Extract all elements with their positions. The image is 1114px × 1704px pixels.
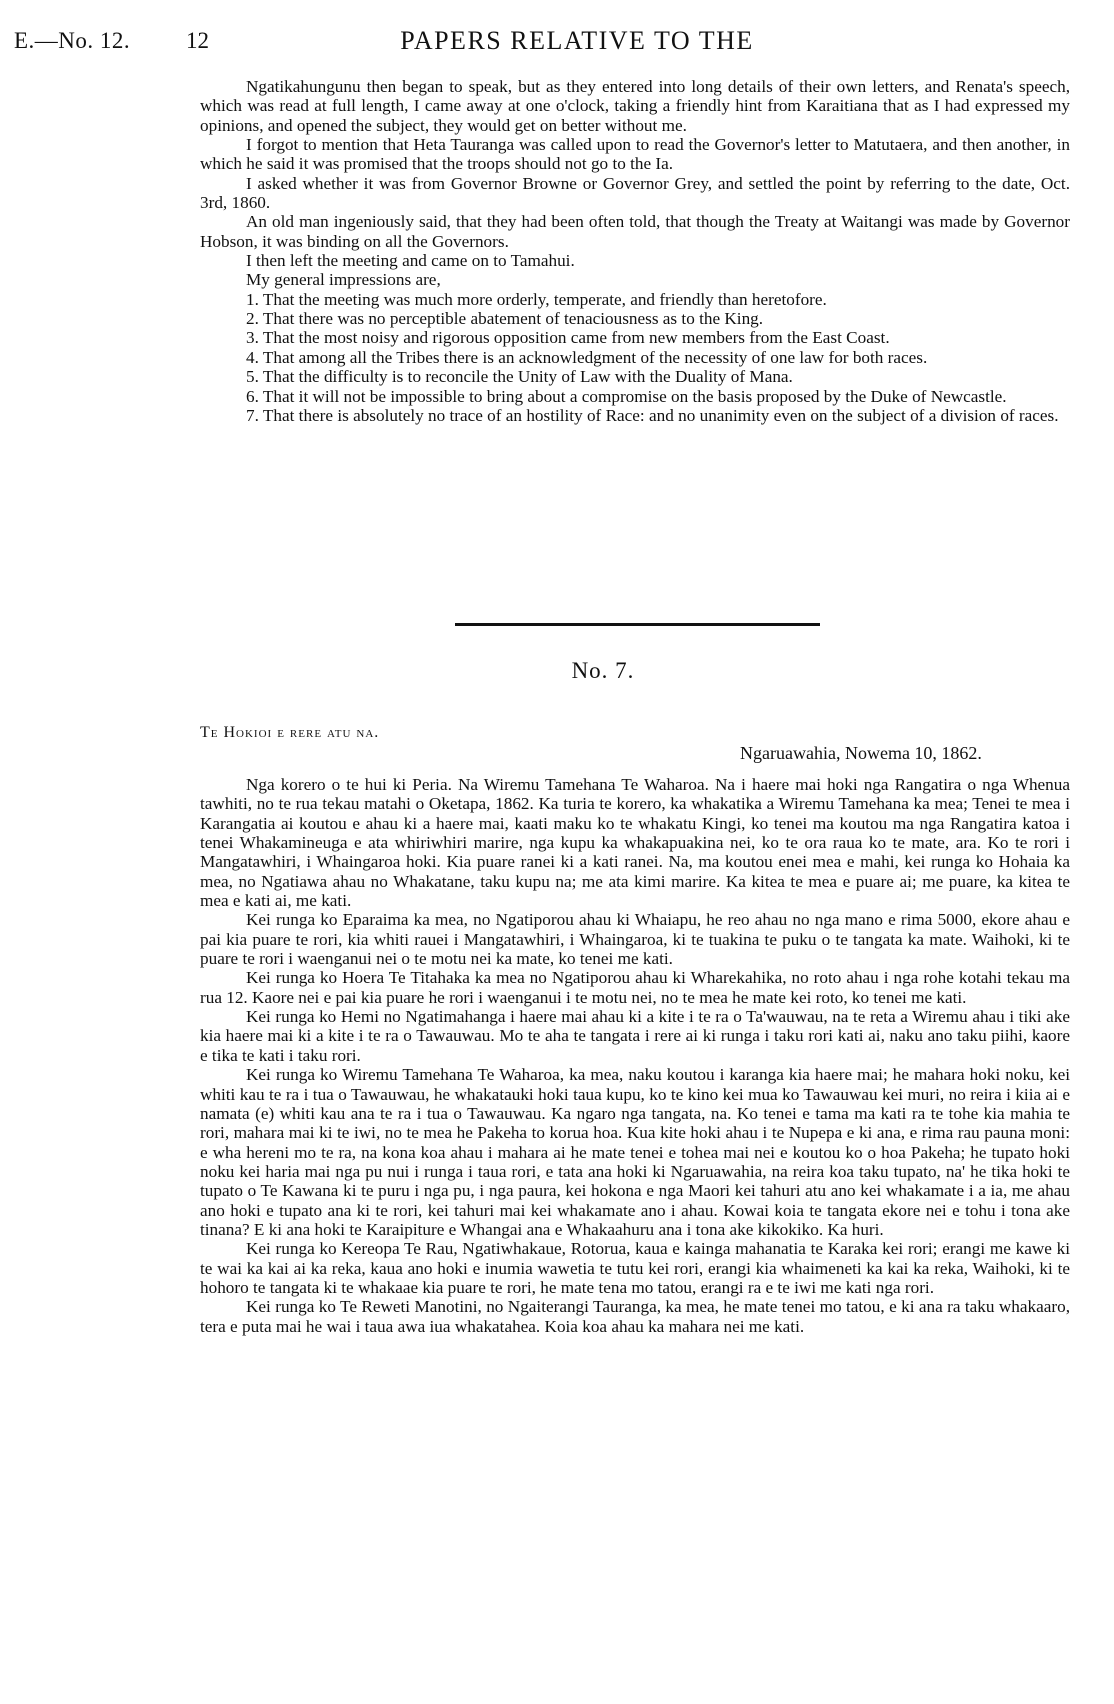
dateline: Ngaruawahia, Nowema 10, 1862.: [740, 743, 982, 763]
running-title: PAPERS RELATIVE TO THE: [400, 26, 754, 55]
section-divider: [455, 623, 820, 626]
maori-paragraph: Kei runga ko Hemi no Ngatimahanga i haere mai ahau ki a kite i te ra o Ta'wauwau, na te reta a Wiremu ahau i tiki ake kia haere mai ki a kite i te ra o Tawauwau. Mo te aha te tangata i rere ai ki runga i taku rori kati ai, naku ano taku piihi, kaore e tika te kati i taku rori.: [200, 1007, 1070, 1065]
report-paragraph: Ngatikahungunu then began to speak, but as they entered into long details of their own letters, and Renata's speech, which was read at full length, I came away at one o'clock, taking a friendly hint from Karaitiana that as I had expressed my opinions, and opened the subject, they would get on better without me.: [200, 77, 1070, 135]
document-reference: E.—No. 12.: [14, 28, 131, 53]
maori-paragraph: Nga korero o te hui ki Peria. Na Wiremu Tamehana Te Waharoa. Na i haere mai hoki nga Rangatira o nga Whenua tawhiti, no te rua tekau matahi o Oketapa, 1862. Ka turia te korero, ka whakatika a Wiremu Tamehana ka mea; Tenei te mea i Karangatia ai koutou e ahau ki a haere mai, kaati maku ko te whakatu Kingi, ko tenei ma koutou ma nga Rangatira katoa i tenei Whakamineuga e ata whiriwhiri marire, nga kupu ka whakapuakina nei, ko te ora raua ko te mate, ara. Ko te rori i Mangatawhiri, i Whaingaroa hoki. Kia puare ranei ki a kati ranei. Na, ma koutou enei mea e mahi, kei runga ko Hohaia ka mea, no Ngatiawa ahau no Whakatane, taku kupu na; me ata kimi marire. Ka kitea te mea e puare ai; me puare, ka kitea te mea e kati ai, me kati.: [200, 775, 1070, 911]
maori-text-section: [200, 775, 1070, 1336]
impressions-list: [200, 290, 1070, 425]
impression-item: 1. That the meeting was much more orderly, temperate, and friendly than heretofore.: [246, 289, 827, 309]
impression-item: 2. That there was no perceptible abatement of tenaciousness as to the King.: [246, 309, 764, 329]
maori-paragraph: Kei runga ko Hoera Te Titahaka ka mea no Ngatiporou ahau ki Wharekahika, no roto ahau i nga rohe kotahi tekau ma rua 12. Kaore nei e pai kia puare he rori i waenganui i te motu nei, no te mea he mate kei roto, ko tenei me kati.: [200, 968, 1070, 1007]
report-section: [200, 77, 1070, 425]
impression-item: 7. That there is absolutely no trace of an hostility of Race: and no unanimity even on the subject of a division of races.: [246, 405, 1059, 425]
impression-item: 5. That the difficulty is to reconcile the Unity of Law with the Duality of Mana.: [246, 367, 793, 387]
report-paragraph: My general impressions are,: [246, 270, 441, 290]
impression-item: 3. That the most noisy and rigorous opposition came from new members from the East Coast.: [246, 328, 890, 348]
impression-item: 4. That among all the Tribes there is an acknowledgment of the necessity of one law for both races.: [246, 347, 928, 367]
report-paragraph: I forgot to mention that Heta Tauranga was called upon to read the Governor's letter to Matutaera, and then another, in which he said it was promised that the troops should not go to the Ia.: [200, 135, 1070, 174]
maori-paragraph: Kei runga ko Wiremu Tamehana Te Waharoa, ka mea, naku koutou i karanga kia haere mai; he mahara hoki noku, kei whiti kau te ra i tua o Tawauwau, he whakatauki hoki taua kupu, ko te kino kei mua ko Tawauwau kei muri, no reira i kiia ai e namata (e) whiti kau ana te ra i tua o Tawauwau. Ka ngaro nga tangata, na. Ko tenei e tama ma kati ra te tohe kia mahia te rori, mahara mai ki te iwi, no te mea he Pakeha to korua hoa. Kua kite hoki ahau i te Nupepa e ki ana, e rima rau pauna moni: e wha hereni mo te ra, na kona koa ahau i mahara ai he mate tenei e tohea mai nei e koutou ko o hoa Pakeha; he tupato hoki noku kei haria mai nga pu nui i runga i taua rori, e tata ana hoki ki Ngaruawahia, na reira koa taku tupato, na' he tika hoki te tupato o Te Kawana ki te puru i nga pu, i nga paura, kei hokona e nga Maori kei tahuri atu ano kei whakamate i a ia, me ahau ano hoki e tupato ana ki te rori, kei tahuri mai kei whakamate ano i ahau. Kowai koia te tangata ekore nei e tohu i tona ake tinana? E ki ana hoki te Karaipiture e Whangai ana e Whakaahuru ana i tona ake kikokiko. Ka huri.: [200, 1065, 1070, 1239]
maori-paragraph: Kei runga ko Te Reweti Manotini, no Ngaiterangi Tauranga, ka mea, he mate tenei mo tatou, e ki ana ra taku whakaaro, tera e puta mai he wai i taua awa iua whakatahea. Koia koa ahau ka mahara nei me kati.: [200, 1297, 1070, 1336]
impression-item: 6. That it will not be impossible to bring about a compromise on the basis proposed by the Duke of Newcastle.: [246, 386, 1007, 406]
maori-paragraph: Kei runga ko Eparaima ka mea, no Ngatiporou ahau ki Whaiapu, he reo ahau no nga mano e rima 5000, ekore ahau e pai kia puare te rori, kia whiti rauei i Mangatawhiri, i Whaingaroa, ki te tuakina te puku o te tangata ka mate. Waihoki, ki te puare te rori i waenganui nei o te motu nei ka mate, ko tenei me kati.: [200, 910, 1070, 969]
report-paragraph: I then left the meeting and came on to Tamahui.: [246, 251, 575, 271]
page-number: 12: [186, 28, 209, 53]
report-paragraph: I asked whether it was from Governor Browne or Governor Grey, and settled the point by referring to the date, Oct. 3rd, 1860.: [200, 173, 1070, 213]
report-paragraph: An old man ingeniously said, that they had been often told, that though the Treaty at Waitangi was made by Governor Hobson, it was binding on all the Governors.: [200, 212, 1070, 251]
document-number-heading: No. 7.: [571, 658, 635, 683]
maori-paragraph: Kei runga ko Kereopa Te Rau, Ngatiwhakaue, Rotorua, kaua e kainga mahanatia te Karaka kei rori; erangi me kawe ki te wai ka kai ai ka reka, kaua ano hoki e inumia wawetia te tutu kei rori, erangi kia whaimeneti ka kai ka reka, Waihoki, ki te hohoro te tangata ki te whakaae kia puare te rori, he mate tena mo tatou, erangi ra e te iwi me kati nga rori.: [200, 1239, 1070, 1297]
newspaper-title: Te Hokioi e rere atu na.: [200, 724, 380, 741]
running-header: [0, 22, 1114, 62]
